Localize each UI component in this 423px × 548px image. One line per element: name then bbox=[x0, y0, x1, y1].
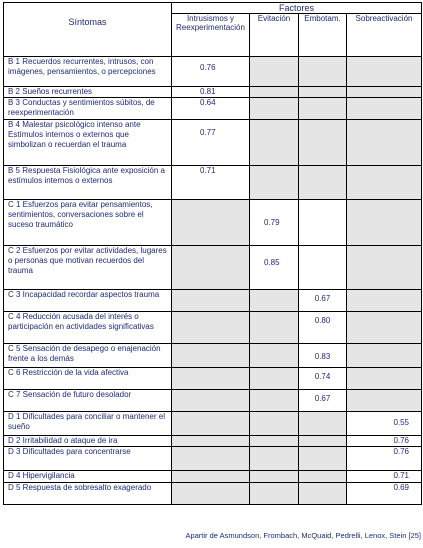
loading-value: 0.77 bbox=[200, 128, 216, 137]
symptom-label: D 5 Respuesta de sobresalto exagerado bbox=[4, 483, 172, 505]
factor-cell bbox=[299, 368, 347, 390]
loading-value: 0.55 bbox=[393, 418, 410, 427]
factor-cell bbox=[172, 368, 250, 390]
factor-cell bbox=[172, 246, 250, 290]
factor-cell bbox=[347, 290, 422, 312]
symptom-label: C 6 Restricción de la vida afectiva bbox=[4, 368, 172, 390]
factor-cell bbox=[172, 390, 250, 412]
loading-value: 0.67 bbox=[314, 394, 331, 403]
symptom-label: B 1 Recuerdos recurrentes, intrusos, con imágenes, pensamientos, o percepciones bbox=[4, 57, 172, 87]
factor-cell bbox=[299, 436, 347, 447]
factor-cell bbox=[347, 412, 422, 436]
factor-cell bbox=[299, 120, 347, 166]
table-row bbox=[4, 290, 422, 312]
factor-cell bbox=[250, 166, 299, 200]
symptom-label: C 4 Reducción acusada del interés o participación en actividades significativas bbox=[4, 312, 172, 344]
factor-cell bbox=[299, 290, 347, 312]
loading-value: 0.79 bbox=[264, 218, 280, 227]
symptom-label: B 5 Respuesta Fisiológica ante exposición a estímulos internos o externos bbox=[4, 166, 172, 200]
factor-cell bbox=[299, 87, 347, 98]
factor-cell bbox=[347, 246, 422, 290]
symptom-label: C 1 Esfuerzos para evitar pensamientos, sentimientos, conversaciones sobre el suceso traumático bbox=[4, 200, 172, 246]
table-row bbox=[4, 57, 422, 87]
factor-cell bbox=[347, 344, 422, 368]
column-header-evitacion: Evitación bbox=[250, 14, 299, 57]
column-header-sobreactivacion: Sobreactivación bbox=[347, 14, 422, 57]
factor-cell bbox=[250, 87, 299, 98]
table-row bbox=[4, 312, 422, 344]
factor-cell bbox=[347, 471, 422, 483]
factor-cell bbox=[172, 483, 250, 505]
factor-cell bbox=[347, 312, 422, 344]
loading-value: 0.80 bbox=[314, 316, 331, 325]
factor-cell bbox=[172, 166, 250, 200]
factor-cell bbox=[250, 120, 299, 166]
factor-cell bbox=[299, 483, 347, 505]
loading-value: 0.71 bbox=[393, 471, 410, 480]
column-header-intrusismos: Intrusismos y Reexperimentación bbox=[172, 14, 250, 57]
symptom-label: D 4 Hipervigilancia bbox=[4, 471, 172, 483]
factor-cell bbox=[250, 483, 299, 505]
factor-cell bbox=[172, 344, 250, 368]
table-body bbox=[4, 57, 422, 505]
symptom-label: B 3 Conductas y sentimientos súbitos, de reexperimentación bbox=[4, 98, 172, 120]
symptom-label: B 4 Malestar psicológico intenso ante Estímulos internos o externos que simbolizan o recuerdan el trauma bbox=[4, 120, 172, 166]
column-header-embotamiento: Embotam. bbox=[299, 14, 347, 57]
factor-cell bbox=[172, 412, 250, 436]
factor-cell bbox=[299, 98, 347, 120]
table-row bbox=[4, 390, 422, 412]
loading-value: 0.69 bbox=[393, 483, 410, 492]
symptom-label: D 1 Dificultades para conciliar o mantener el sueño bbox=[4, 412, 172, 436]
factor-cell bbox=[299, 246, 347, 290]
factor-cell bbox=[172, 447, 250, 471]
symptom-label: C 2 Esfuerzos por evitar actividades, lugares o personas que motivan recuerdos del trauma bbox=[4, 246, 172, 290]
symptom-label: B 2 Sueños recurrentes bbox=[4, 87, 172, 98]
factor-cell bbox=[347, 120, 422, 166]
factor-cell bbox=[299, 412, 347, 436]
factor-cell bbox=[347, 200, 422, 246]
factor-cell bbox=[299, 57, 347, 87]
loading-value: 0.76 bbox=[393, 447, 410, 456]
factor-cell bbox=[172, 98, 250, 120]
sintomas-header: Síntomas bbox=[4, 3, 172, 57]
loading-value: 0.67 bbox=[314, 294, 331, 303]
loading-value: 0.74 bbox=[314, 372, 331, 381]
factor-cell bbox=[347, 368, 422, 390]
table-row bbox=[4, 344, 422, 368]
factor-cell bbox=[250, 412, 299, 436]
factor-cell bbox=[347, 57, 422, 87]
loading-value: 0.76 bbox=[200, 63, 216, 72]
factor-cell bbox=[250, 390, 299, 412]
table-row bbox=[4, 368, 422, 390]
factor-cell bbox=[250, 447, 299, 471]
loading-value: 0.85 bbox=[264, 258, 280, 267]
factor-cell bbox=[250, 471, 299, 483]
symptom-label: C 7 Sensación de futuro desolador bbox=[4, 390, 172, 412]
factores-header: Factores bbox=[172, 3, 422, 14]
factor-cell bbox=[347, 98, 422, 120]
symptom-label: C 5 Sensación de desapego o enajenación frente a los demás bbox=[4, 344, 172, 368]
loading-value: 0.64 bbox=[200, 98, 216, 107]
loading-value: 0.76 bbox=[393, 436, 410, 445]
table-row bbox=[4, 412, 422, 436]
table-row bbox=[4, 98, 422, 120]
factor-cell bbox=[250, 57, 299, 87]
factor-cell bbox=[347, 87, 422, 98]
factor-cell bbox=[299, 390, 347, 412]
factor-cell bbox=[347, 390, 422, 412]
factor-cell bbox=[172, 290, 250, 312]
factor-cell bbox=[299, 344, 347, 368]
factor-cell bbox=[250, 368, 299, 390]
factor-cell bbox=[250, 98, 299, 120]
source-citation: Apartir de Asmundson, Frombach, McQuaid, Pedrelli, Lenox, Stein [25] bbox=[185, 531, 421, 540]
factor-cell bbox=[250, 200, 299, 246]
factor-cell bbox=[172, 87, 250, 98]
table-row bbox=[4, 166, 422, 200]
factor-cell bbox=[172, 120, 250, 166]
factor-cell bbox=[250, 290, 299, 312]
factor-cell bbox=[172, 471, 250, 483]
factor-cell bbox=[172, 57, 250, 87]
factor-loadings-table bbox=[3, 2, 422, 505]
symptom-label: D 2 Irritabilidad o ataque de ira bbox=[4, 436, 172, 447]
table-row bbox=[4, 246, 422, 290]
table-row bbox=[4, 471, 422, 483]
factor-cell bbox=[172, 436, 250, 447]
factor-cell bbox=[299, 312, 347, 344]
factor-cell bbox=[172, 200, 250, 246]
factor-cell bbox=[299, 200, 347, 246]
factor-cell bbox=[347, 447, 422, 471]
table-row bbox=[4, 436, 422, 447]
factor-cell bbox=[347, 436, 422, 447]
table-row bbox=[4, 120, 422, 166]
table-row bbox=[4, 483, 422, 505]
factor-cell bbox=[250, 312, 299, 344]
factor-cell bbox=[299, 471, 347, 483]
table-row bbox=[4, 87, 422, 98]
symptom-label: D 3 Dificultades para concentrarse bbox=[4, 447, 172, 471]
factor-cell bbox=[250, 436, 299, 447]
loading-value: 0.71 bbox=[200, 166, 216, 175]
factor-cell bbox=[347, 483, 422, 505]
factor-cell bbox=[250, 246, 299, 290]
loading-value: 0.83 bbox=[314, 352, 331, 361]
table-row bbox=[4, 447, 422, 471]
factor-cell bbox=[172, 312, 250, 344]
factor-cell bbox=[299, 166, 347, 200]
factor-cell bbox=[250, 344, 299, 368]
symptom-label: C 3 Incapacidad recordar aspectos trauma bbox=[4, 290, 172, 312]
table-row bbox=[4, 200, 422, 246]
loading-value: 0.81 bbox=[200, 87, 216, 96]
factor-cell bbox=[299, 447, 347, 471]
factor-cell bbox=[347, 166, 422, 200]
